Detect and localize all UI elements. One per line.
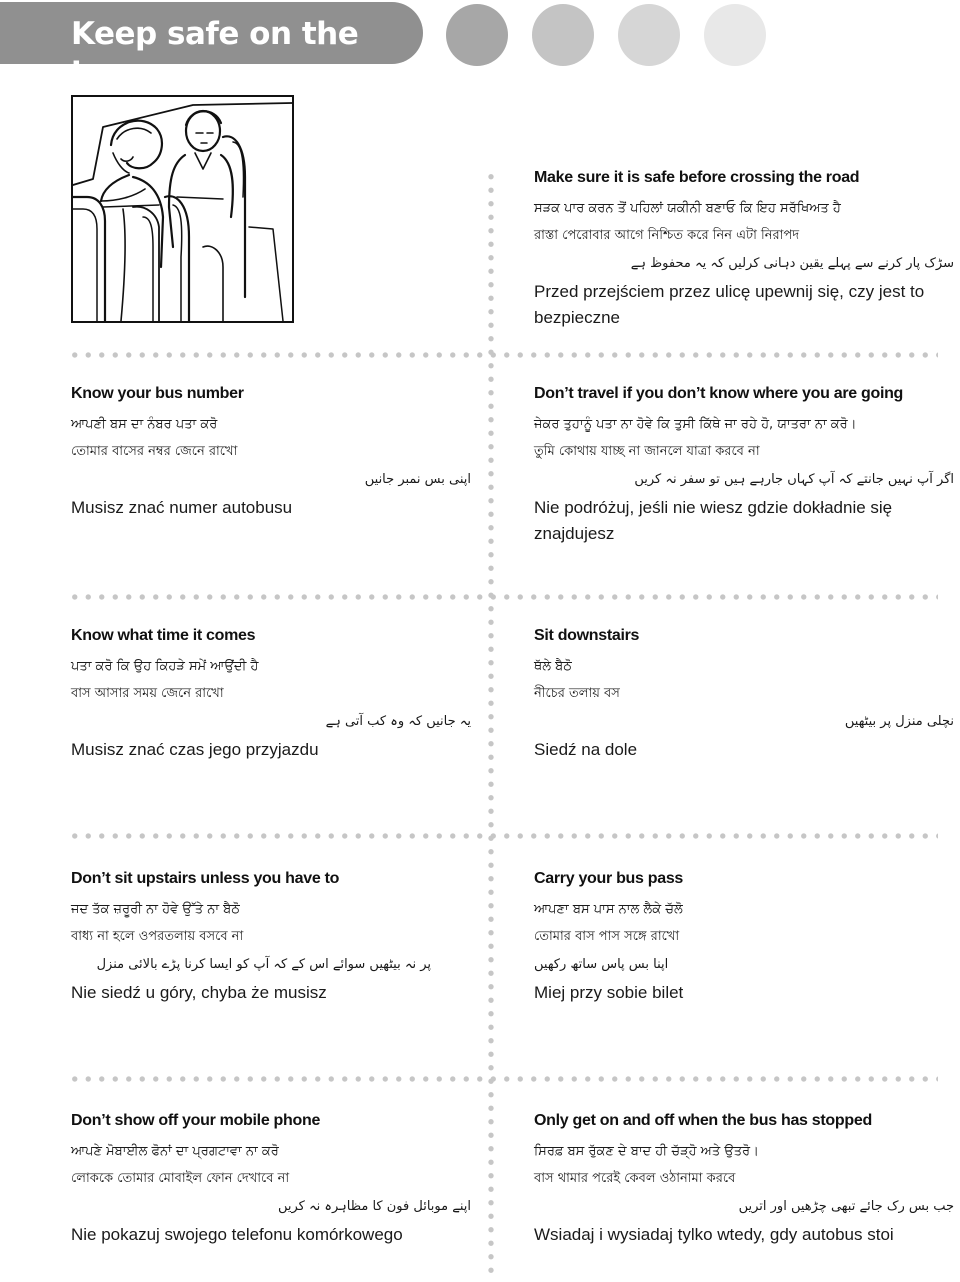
tip-urdu: پر نہ بیٹھیں سوائے اس کے کہ آپ کو ایسا کرنا پڑے بالائی منزل bbox=[96, 957, 431, 972]
tip-bengali: বাস থামার পরেই কেবল ওঠানামা করবে bbox=[534, 1171, 736, 1186]
tip-bus-pass bbox=[534, 869, 954, 1006]
tip-mobile-phone bbox=[71, 1111, 471, 1248]
tip-urdu: اپنے موبائل فون کا مظاہرہ نہ کریں bbox=[277, 1199, 471, 1214]
tip-urdu: یہ جانیں کہ وہ کب آتی ہے bbox=[325, 714, 471, 729]
decorative-circle bbox=[446, 4, 508, 66]
tip-urdu: اپنی بس نمبر جانیں bbox=[364, 472, 471, 487]
tip-title: Know what time it comes bbox=[71, 627, 256, 644]
tip-punjabi: ਆਪਣਾ ਬਸ ਪਾਸ ਨਾਲ ਲੈਕੇ ਚੱਲੋ bbox=[534, 902, 683, 917]
tip-title: Don’t sit upstairs unless you have to bbox=[71, 870, 340, 887]
tip-urdu: جب بس رک جائے تبھی چڑھیں اور اتریں bbox=[738, 1199, 954, 1214]
tip-title: Carry your bus pass bbox=[534, 870, 684, 887]
tip-avoid-upstairs bbox=[71, 869, 471, 1006]
tip-polish: Musisz znać czas jego przyjazdu bbox=[71, 740, 319, 759]
tip-punjabi: ਥੱਲੇ ਬੈਠੋ bbox=[534, 659, 572, 674]
tip-bus-number bbox=[71, 384, 471, 521]
tip-bengali: তোমার বাসের নম্বর জেনে রাখো bbox=[71, 444, 238, 459]
tip-polish: Nie siedź u góry, chyba że musisz bbox=[71, 983, 327, 1002]
page-title: Keep safe on the bus bbox=[71, 16, 359, 92]
decorative-circle bbox=[532, 4, 594, 66]
decorative-circle bbox=[704, 4, 766, 66]
horizontal-divider bbox=[68, 593, 938, 601]
tip-bengali: রাস্তা পেরোবার আগে নিশ্চিত করে নিন এটা নিরাপদ bbox=[534, 228, 800, 243]
tip-title: Know your bus number bbox=[71, 385, 244, 402]
tip-punjabi: ਜਦ ਤੱਕ ਜ਼ਰੂਰੀ ਨਾ ਹੋਵੇ ਉੱਤੇ ਨਾ ਬੈਠੋ bbox=[71, 902, 240, 917]
tip-title: Don’t show off your mobile phone bbox=[71, 1112, 321, 1129]
tip-title: Only get on and off when the bus has stopped bbox=[534, 1112, 872, 1129]
tip-punjabi: ਸਿਰਫ਼ ਬਸ ਰੁੱਕਣ ਦੇ ਬਾਦ ਹੀ ਚੱੜ੍ਹੋ ਅਤੇ ਉਤਰੋ। bbox=[534, 1144, 759, 1159]
tip-bengali: নীচের তলায় বস bbox=[534, 686, 620, 701]
tip-sit-downstairs bbox=[534, 626, 954, 763]
tip-bengali: তুমি কোথায় যাচ্ছ না জানলে যাত্রা করবে না bbox=[534, 444, 760, 459]
tip-title: Sit downstairs bbox=[534, 627, 640, 644]
decorative-circle bbox=[618, 4, 680, 66]
tip-bus-stopped bbox=[534, 1111, 954, 1248]
tip-bengali: বাস আসার সময় জেনে রাখো bbox=[71, 686, 224, 701]
vertical-divider bbox=[487, 170, 495, 1280]
header-banner bbox=[0, 2, 423, 92]
tip-urdu: اپنا بس پاس ساتھ رکھیں bbox=[534, 957, 669, 972]
horizontal-divider bbox=[68, 351, 938, 359]
tip-urdu: اگر آپ نہیں جانتے کہ آپ کہاں جارہے ہیں تو سفر نہ کریں bbox=[634, 472, 954, 487]
tip-title: Don’t travel if you don’t know where you are going bbox=[534, 385, 904, 402]
tip-punjabi: ਆਪਣੇ ਮੋਬਾਈਲ ਫੋਨਾਂ ਦਾ ਪ੍ਰਗਟਾਵਾ ਨਾ ਕਰੋ bbox=[71, 1144, 279, 1159]
tip-safe-crossing bbox=[534, 168, 954, 331]
tip-polish: Nie podróżuj, jeśli nie wiesz gdzie dokładnie się znajdujesz bbox=[534, 498, 893, 543]
tip-polish: Przed przejściem przez ulicę upewnij się, czy jest to bezpieczne bbox=[534, 282, 925, 327]
tip-punjabi: ਜੇਕਰ ਤੁਹਾਨੂੰ ਪਤਾ ਨਾ ਹੋਵੇ ਕਿ ਤੁਸੀ ਕਿੱਥੇ ਜਾ ਰਹੇ ਹੋ, ਯਾਤਰਾ ਨਾ ਕਰੋ। bbox=[534, 417, 857, 432]
tip-know-destination bbox=[534, 384, 954, 547]
horizontal-divider bbox=[68, 832, 938, 840]
tip-punjabi: ਆਪਣੀ ਬਸ ਦਾ ਨੰਬਰ ਪਤਾ ਕਰੋ bbox=[71, 417, 218, 432]
tip-polish: Musisz znać numer autobusu bbox=[71, 498, 293, 517]
horizontal-divider bbox=[68, 1075, 938, 1083]
tip-bengali: তোমার বাস পাস সঙ্গে রাখো bbox=[534, 929, 680, 944]
tip-title: Make sure it is safe before crossing the road bbox=[534, 169, 860, 186]
tip-polish: Wsiadaj i wysiadaj tylko wtedy, gdy autobus stoi bbox=[534, 1225, 894, 1244]
tip-polish: Siedź na dole bbox=[534, 740, 638, 759]
tip-bengali: বাধ্য না হলে ওপরতলায় বসবে না bbox=[71, 929, 244, 944]
tip-urdu: نچلی منزل پر بیٹھیں bbox=[844, 714, 954, 729]
tip-punjabi: ਸੜਕ ਪਾਰ ਕਰਨ ਤੋਂ ਪਹਿਲਾਂ ਯਕੀਨੀ ਬਣਾਓ ਕਿ ਇਹ ਸਰੱਖਿਅਤ ਹੈ bbox=[534, 201, 841, 216]
tip-punjabi: ਪਤਾ ਕਰੋ ਕਿ ਉਹ ਕਿਹੜੇ ਸਮੇਂ ਆਉਂਦੀ ਹੈ bbox=[71, 659, 259, 674]
tip-polish: Nie pokazuj swojego telefonu komórkowego bbox=[71, 1225, 403, 1244]
tip-polish: Miej przy sobie bilet bbox=[534, 983, 684, 1002]
bus-passengers-illustration bbox=[71, 95, 294, 323]
tip-know-time bbox=[71, 626, 471, 763]
tip-urdu: سڑک پار کرنے سے پہلے یقین دہانی کرلیں کہ یہ محفوظ ہے bbox=[630, 256, 954, 271]
tip-bengali: লোককে তোমার মোবাইল ফোন দেখাবে না bbox=[71, 1171, 290, 1186]
